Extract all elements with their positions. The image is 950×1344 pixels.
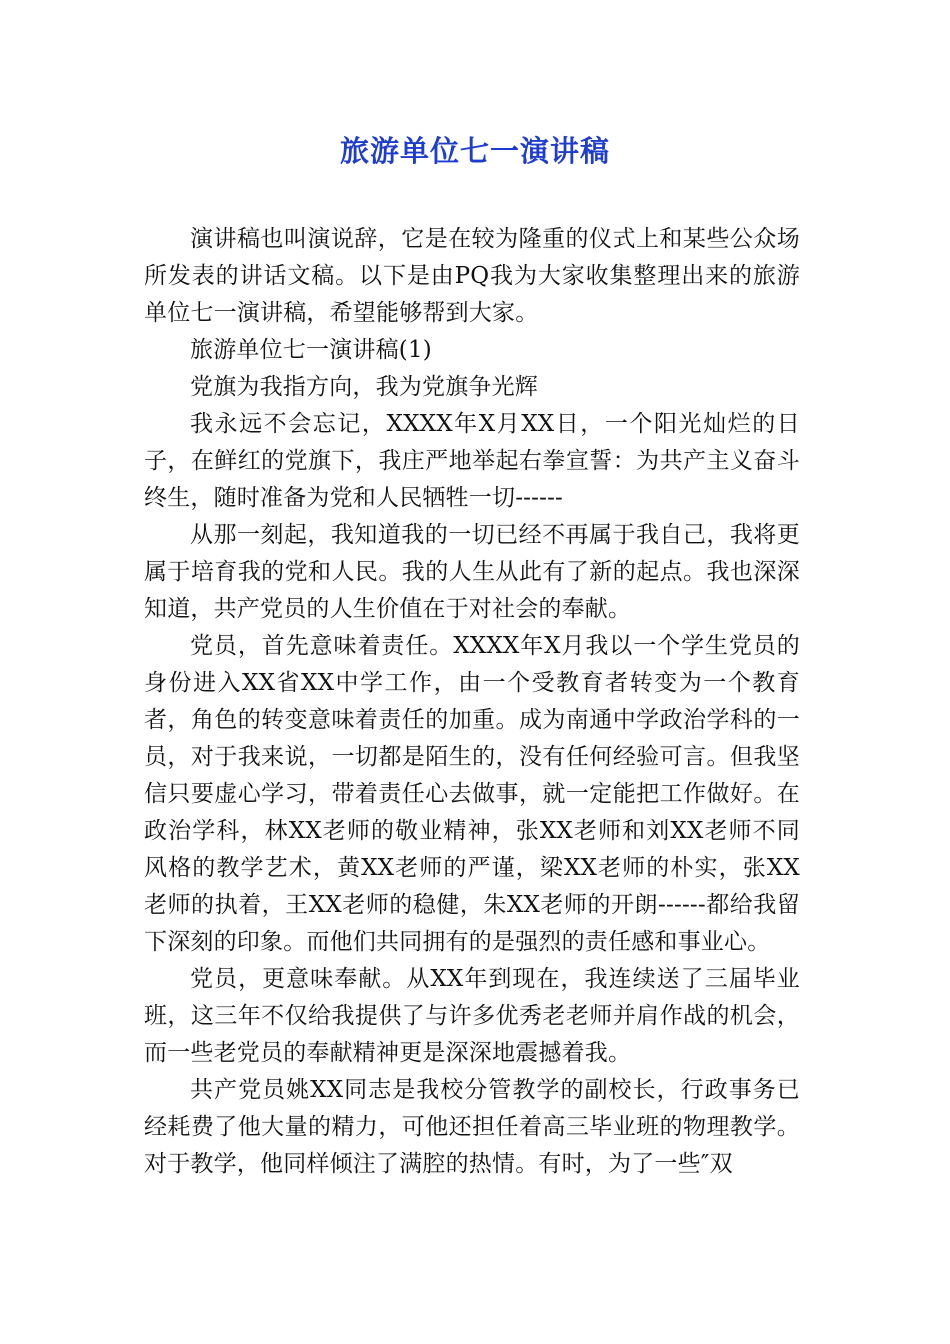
paragraph-subtitle: 旅游单位七一演讲稿(1) bbox=[190, 337, 432, 363]
paragraph-intro: 演讲稿也叫演说辞，它是在较为隆重的仪式上和某些公众场所发表的讲话文稿。以下是由PQ我为大家收集整理出来的旅游单位七一演讲稿，希望能够帮到大家。 bbox=[144, 226, 800, 326]
paragraph: 共产党员姚XX同志是我校分管教学的副校长，行政事务已经耗费了他大量的精力，可他还担任着高三毕业班的物理教学。对于教学，他同样倾注了满腔的热情。有时，为了一些″双 bbox=[144, 1077, 800, 1177]
paragraph: 党员，更意味奉献。从XX年到现在，我连续送了三届毕业班，这三年不仅给我提供了与许多优秀老老师并肩作战的机会，而一些老党员的奉献精神更是深深地震撼着我。 bbox=[144, 966, 800, 1066]
paragraph: 党员，首先意味着责任。XXXX年X月我以一个学生党员的身份进入XX省XX中学工作，由一个受教育者转变为一个教育者，角色的转变意味着责任的加重。成为南通中学政治学科的一员，对于我来说，一切都是陌生的，没有任何经验可言。但我坚信只要虚心学习，带着责任心去做事，就一定能把工作做好。在政治学科，林XX老师的敬业精神，张XX老师和刘XX老师不同风格的教学艺术，黄XX老师的严谨，梁XX老师的朴实，张XX老师的执着，王XX老师的稳健，朱XX老师的开朗------都给我留下深刻的印象。而他们共同拥有的是强烈的责任感和事业心。 bbox=[144, 633, 800, 955]
paragraph: 从那一刻起，我知道我的一切已经不再属于我自己，我将更属于培育我的党和人民。我的人生从此有了新的起点。我也深深知道，共产党员的人生价值在于对社会的奉献。 bbox=[144, 522, 800, 622]
paragraph-heading: 党旗为我指方向，我为党旗争光辉 bbox=[190, 374, 538, 400]
document-body bbox=[144, 221, 800, 1183]
paragraph: 我永远不会忘记，XXXX年X月XX日，一个阳光灿烂的日子，在鲜红的党旗下，我庄严地举起右拳宣誓：为共产主义奋斗终生，随时准备为党和人民牺牲一切------ bbox=[144, 411, 800, 511]
document-title: 旅游单位七一演讲稿 bbox=[339, 134, 610, 168]
